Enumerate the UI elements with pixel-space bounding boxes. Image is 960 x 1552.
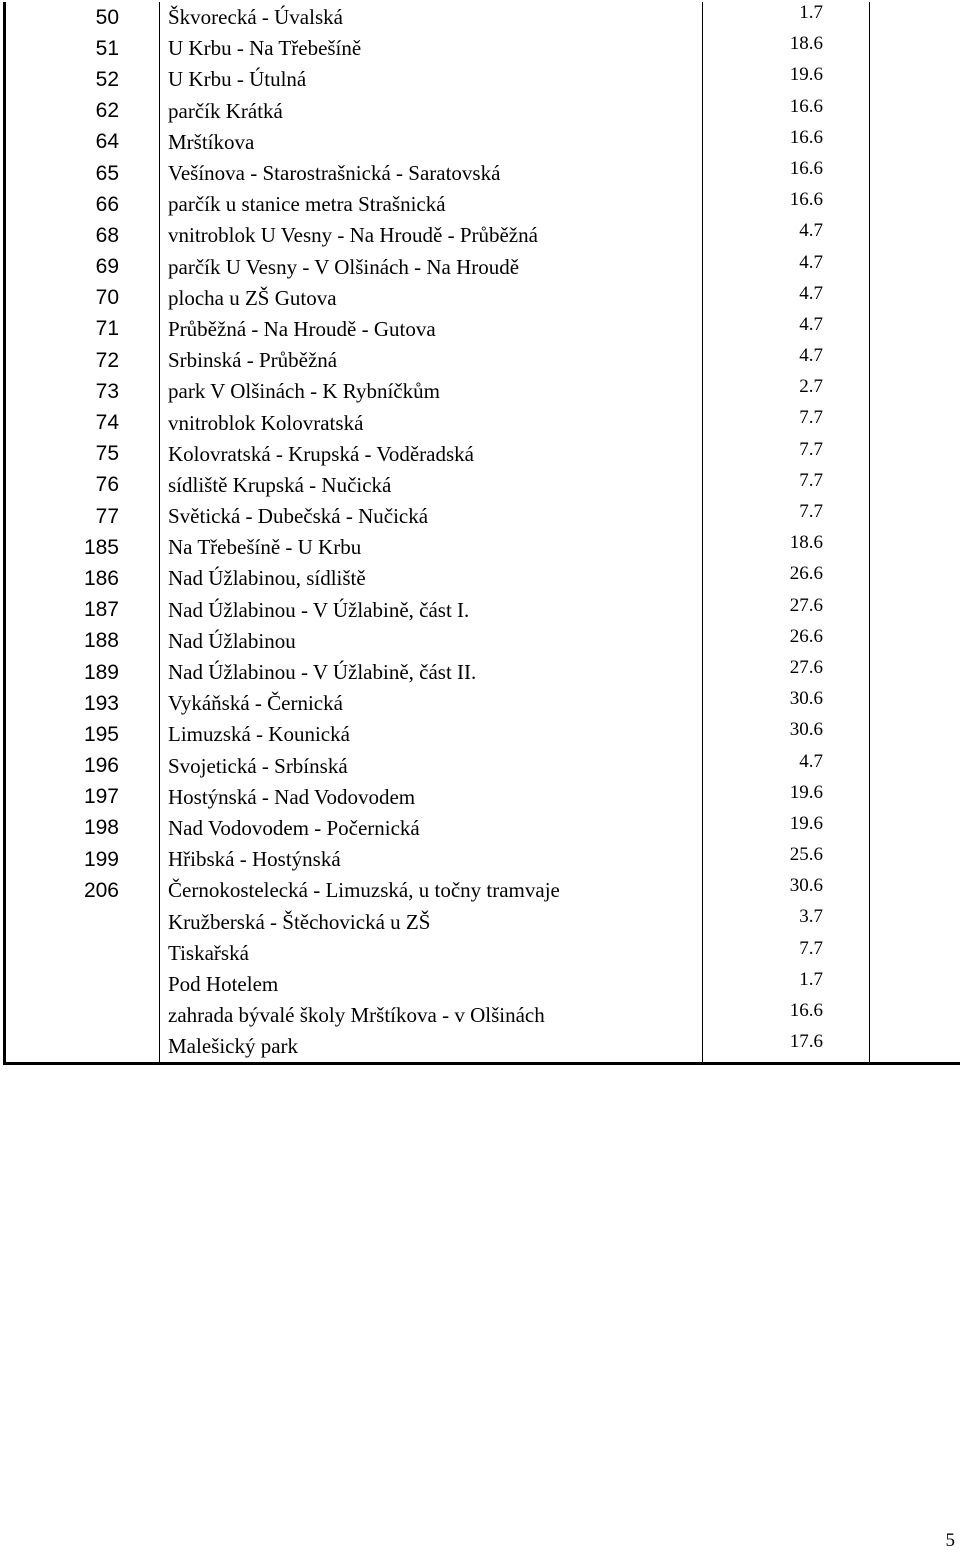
row-empty-cell: [870, 376, 960, 407]
row-date: 4.7: [703, 220, 870, 251]
row-id: 52: [5, 64, 160, 95]
row-date: 30.6: [703, 688, 870, 719]
row-date: 3.7: [703, 906, 870, 937]
row-id: 75: [5, 439, 160, 470]
table-row: [5, 407, 960, 438]
row-date: 16.6: [703, 96, 870, 127]
table-row: [5, 501, 960, 532]
table-row: [5, 813, 960, 844]
table-row: [5, 33, 960, 64]
row-name: Škvorecká - Úvalská: [160, 2, 703, 33]
table-row: [5, 96, 960, 127]
row-name: Nad Úžlabinou - V Úžlabině, část I.: [160, 595, 703, 626]
row-empty-cell: [870, 719, 960, 750]
row-name: park V Olšinách - K Rybníčkům: [160, 376, 703, 407]
row-name: parčík U Vesny - V Olšinách - Na Hroudě: [160, 252, 703, 283]
table-row: [5, 470, 960, 501]
row-id: 77: [5, 501, 160, 532]
row-date: 27.6: [703, 595, 870, 626]
row-date: 19.6: [703, 64, 870, 95]
row-date: 16.6: [703, 158, 870, 189]
row-id: 50: [5, 2, 160, 33]
row-name: zahrada bývalé školy Mrštíkova - v Olšinách: [160, 1000, 703, 1031]
table-row: [5, 657, 960, 688]
row-id: 198: [5, 813, 160, 844]
row-date: 18.6: [703, 532, 870, 563]
row-name: U Krbu - Útulná: [160, 64, 703, 95]
row-name: U Krbu - Na Třebešíně: [160, 33, 703, 64]
row-name: Malešický park: [160, 1031, 703, 1064]
table-row: [5, 595, 960, 626]
row-date: 4.7: [703, 252, 870, 283]
table-row: [5, 1031, 960, 1064]
row-empty-cell: [870, 33, 960, 64]
row-empty-cell: [870, 252, 960, 283]
row-name: plocha u ZŠ Gutova: [160, 283, 703, 314]
row-name: Nad Úžlabinou, sídliště: [160, 563, 703, 594]
row-id: 197: [5, 782, 160, 813]
row-date: 16.6: [703, 127, 870, 158]
row-id: 186: [5, 563, 160, 594]
row-id: 72: [5, 345, 160, 376]
locations-table: [3, 2, 960, 1065]
row-name: Kružberská - Štěchovická u ZŠ: [160, 906, 703, 937]
row-name: parčík u stanice metra Strašnická: [160, 189, 703, 220]
row-empty-cell: [870, 1000, 960, 1031]
row-empty-cell: [870, 1031, 960, 1064]
row-id: 71: [5, 314, 160, 345]
page-number: 5: [946, 1530, 956, 1552]
row-date: 1.7: [703, 969, 870, 1000]
row-name: Nad Vodovodem - Počernická: [160, 813, 703, 844]
row-date: 4.7: [703, 283, 870, 314]
row-id: 189: [5, 657, 160, 688]
row-empty-cell: [870, 220, 960, 251]
row-name: Hřibská - Hostýnská: [160, 844, 703, 875]
table-row: [5, 626, 960, 657]
table-row: [5, 688, 960, 719]
table-row: [5, 189, 960, 220]
row-name: vnitroblok Kolovratská: [160, 407, 703, 438]
table-row: [5, 782, 960, 813]
table-row: [5, 844, 960, 875]
table-row: [5, 283, 960, 314]
row-empty-cell: [870, 563, 960, 594]
row-empty-cell: [870, 906, 960, 937]
row-id: 66: [5, 189, 160, 220]
row-name: Svojetická - Srbínská: [160, 751, 703, 782]
row-date: 7.7: [703, 938, 870, 969]
row-name: Limuzská - Kounická: [160, 719, 703, 750]
row-empty-cell: [870, 127, 960, 158]
row-date: 4.7: [703, 751, 870, 782]
row-id: [5, 1000, 160, 1031]
row-empty-cell: [870, 501, 960, 532]
row-empty-cell: [870, 2, 960, 33]
table-row: [5, 314, 960, 345]
table-row: [5, 2, 960, 33]
row-date: 26.6: [703, 626, 870, 657]
row-empty-cell: [870, 407, 960, 438]
row-name: Hostýnská - Nad Vodovodem: [160, 782, 703, 813]
row-name: parčík Krátká: [160, 96, 703, 127]
row-empty-cell: [870, 782, 960, 813]
table-row: [5, 439, 960, 470]
row-name: Nad Úžlabinou - V Úžlabině, část II.: [160, 657, 703, 688]
row-empty-cell: [870, 938, 960, 969]
row-id: 199: [5, 844, 160, 875]
table-row: [5, 563, 960, 594]
row-name: Kolovratská - Krupská - Voděradská: [160, 439, 703, 470]
table-row: [5, 1000, 960, 1031]
row-id: 196: [5, 751, 160, 782]
row-id: 64: [5, 127, 160, 158]
row-name: Průběžná - Na Hroudě - Gutova: [160, 314, 703, 345]
row-empty-cell: [870, 626, 960, 657]
row-date: 19.6: [703, 813, 870, 844]
row-date: 4.7: [703, 345, 870, 376]
row-id: 68: [5, 220, 160, 251]
table-row: [5, 345, 960, 376]
row-empty-cell: [870, 813, 960, 844]
row-date: 7.7: [703, 407, 870, 438]
row-date: 4.7: [703, 314, 870, 345]
row-id: 74: [5, 407, 160, 438]
row-id: 65: [5, 158, 160, 189]
row-id: 187: [5, 595, 160, 626]
row-date: 7.7: [703, 439, 870, 470]
table-row: [5, 532, 960, 563]
row-empty-cell: [870, 314, 960, 345]
table-row: [5, 158, 960, 189]
row-id: [5, 938, 160, 969]
row-empty-cell: [870, 158, 960, 189]
row-name: Mrštíkova: [160, 127, 703, 158]
row-name: Vešínova - Starostrašnická - Saratovská: [160, 158, 703, 189]
row-id: 62: [5, 96, 160, 127]
row-empty-cell: [870, 688, 960, 719]
table-body: [5, 2, 960, 1064]
table-row: [5, 376, 960, 407]
table-row: [5, 875, 960, 906]
table-row: [5, 220, 960, 251]
row-id: [5, 906, 160, 937]
table-row: [5, 719, 960, 750]
row-date: 16.6: [703, 189, 870, 220]
row-empty-cell: [870, 64, 960, 95]
row-empty-cell: [870, 439, 960, 470]
row-date: 7.7: [703, 501, 870, 532]
table-row: [5, 252, 960, 283]
row-empty-cell: [870, 657, 960, 688]
table-row: [5, 969, 960, 1000]
row-id: [5, 1031, 160, 1064]
row-name: Srbinská - Průběžná: [160, 345, 703, 376]
row-name: sídliště Krupská - Nučická: [160, 470, 703, 501]
row-date: 7.7: [703, 470, 870, 501]
row-id: 76: [5, 470, 160, 501]
row-name: Černokostelecká - Limuzská, u točny tramvaje: [160, 875, 703, 906]
row-date: 26.6: [703, 563, 870, 594]
row-date: 18.6: [703, 33, 870, 64]
row-name: Tiskařská: [160, 938, 703, 969]
row-empty-cell: [870, 751, 960, 782]
table-row: [5, 906, 960, 937]
row-empty-cell: [870, 844, 960, 875]
row-empty-cell: [870, 595, 960, 626]
row-name: vnitroblok U Vesny - Na Hroudě - Průběžná: [160, 220, 703, 251]
row-date: 16.6: [703, 1000, 870, 1031]
row-date: 30.6: [703, 719, 870, 750]
table-row: [5, 751, 960, 782]
row-name: Vykáňská - Černická: [160, 688, 703, 719]
row-id: 185: [5, 532, 160, 563]
row-id: 193: [5, 688, 160, 719]
row-empty-cell: [870, 283, 960, 314]
row-id: 206: [5, 875, 160, 906]
row-date: 1.7: [703, 2, 870, 33]
table-row: [5, 64, 960, 95]
row-date: 17.6: [703, 1031, 870, 1064]
row-empty-cell: [870, 189, 960, 220]
row-date: 19.6: [703, 782, 870, 813]
table-row: [5, 938, 960, 969]
row-name: Na Třebešíně - U Krbu: [160, 532, 703, 563]
row-name: Pod Hotelem: [160, 969, 703, 1000]
row-date: 2.7: [703, 376, 870, 407]
row-id: 73: [5, 376, 160, 407]
row-id: 70: [5, 283, 160, 314]
row-name: Nad Úžlabinou: [160, 626, 703, 657]
table-row: [5, 127, 960, 158]
row-empty-cell: [870, 532, 960, 563]
row-name: Světická - Dubečská - Nučická: [160, 501, 703, 532]
row-empty-cell: [870, 470, 960, 501]
row-date: 27.6: [703, 657, 870, 688]
row-date: 25.6: [703, 844, 870, 875]
row-id: 51: [5, 33, 160, 64]
row-empty-cell: [870, 875, 960, 906]
row-id: 188: [5, 626, 160, 657]
row-id: 69: [5, 252, 160, 283]
row-date: 30.6: [703, 875, 870, 906]
row-id: 195: [5, 719, 160, 750]
row-empty-cell: [870, 345, 960, 376]
row-id: [5, 969, 160, 1000]
row-empty-cell: [870, 969, 960, 1000]
row-empty-cell: [870, 96, 960, 127]
